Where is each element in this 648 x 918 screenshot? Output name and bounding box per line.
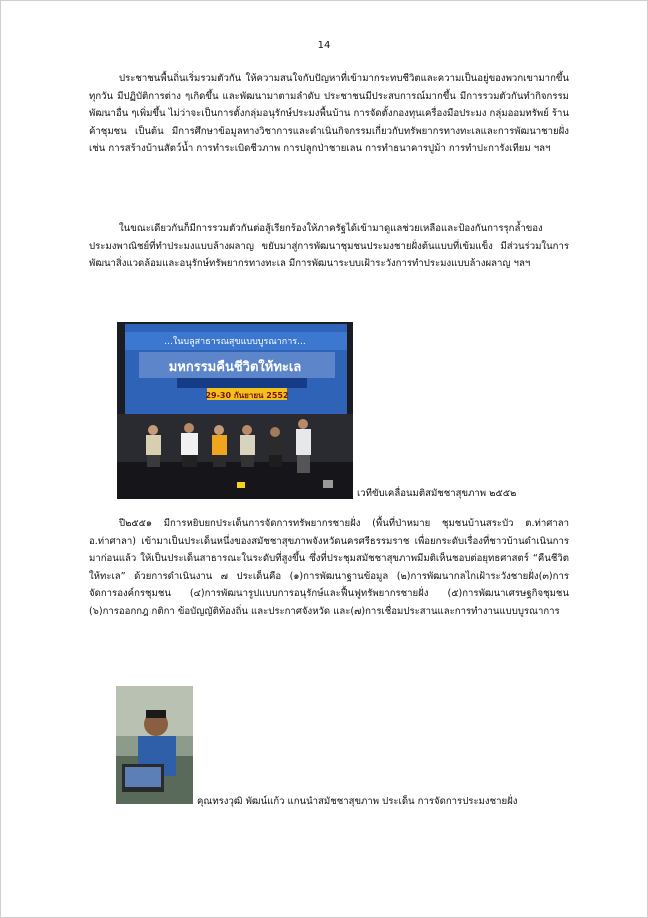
paragraph-1: ประชาชนพื้นถิ่นเริ่มรวมตัวกัน ให้ความสนใจกับปัญหาที่เข้ามากระทบชีวิตและความเป็นอยู่ของพวกเขามากขึ้นทุกวัน มีปฏิบัติการต่าง ๆเกิดขึ้น และพัฒนามาตามลำดับ ประชาชนมีประสบการณ์มากขึ้น มีการรวมตัวกันทำกิจกรรมพัฒนาอื่น ๆเพิ่มขึ้น ไม่ว่าจะเป็นการตั้งกลุ่มอนุรักษ์ประมงพื้นบ้าน การจัดตั้งกองทุนเครื่องมือประมง กลุ่มออมทรัพย์ ร้านค้าชุมชน เป็นต้น มีการศึกษาข้อมูลทางวิชาการและดำเนินกิจกรรมเกี่ยวกับทรัพยากรทางทะเลและการพัฒนาชายฝั่ง เช่น การสร้างบ้านสัตว์น้ำ การทำระเบิดชีวภาพ การปลูกป่าชายเลน การทำธนาคารปูม้า การทำปะการังเทียม ฯลฯ xyxy=(89,73,569,154)
banner-date: 29-30 กันยายน 2552 xyxy=(205,391,289,400)
banner-title: มหกรรมคืนชีวิตให้ทะเล xyxy=(168,360,302,375)
stage-scene-image xyxy=(117,322,353,499)
banner-line1: ...ในบลูสาธารณสุขแบบบูรณาการ... xyxy=(164,337,306,347)
photo2-caption: คุณทรงวุฒิ พัฒน์แก้ว แกนนำสมัชชาสุขภาพ ประเด็น การจัดการประมงชายฝั่ง xyxy=(197,796,518,807)
paragraph-3: ปี๒๕๕๑ มีการหยิบยกประเด็นการจัดการทรัพยากรชายฝั่ง (พื้นที่ป่าหมาย ชุมชนบ้านสระบัว ต.ท่าศาลา อ.ท่าศาลา) เข้ามาเป็นประเด็นหนึ่งของสมัชชาสุขภาพจังหวัดนครศรีธรรมราช เพื่อยกระดับเรื่องที่ชาวบ้านดำเนินการมาก่อนแล้ว ให้เป็นประเด็นสาธารณะในระดับที่สูงขึ้น ซึ่งที่ประชุมสมัชชาสุขภาพมีมติเห็นชอบต่อยุทธศาสตร์ “คืนชีวิตให้ทะเล” ด้วยการดำเนินงาน ๗ ประเด็นคือ (๑)การพัฒนาฐานข้อมูล (๒)การพัฒนากลไกเฝ้าระวังชายฝั่ง(๓)การจัดการองค์กรชุมชน (๔)การพัฒนารูปแบบการอนุรักษ์และฟื้นฟูทรัพยากรชายฝั่ง (๕)การพัฒนาเศรษฐกิจชุมชน (๖)การออกกฎ กติกา ข้อบัญญัติท้องถิ่น และประกาศจังหวัด และ(๗)การเชื่อมประสานและการทำงานแบบบูรณาการ xyxy=(89,518,569,617)
paragraph-2: ในขณะเดียวกันก็มีการรวมตัวกันต่อสู้เรียกร้องให้ภาครัฐได้เข้ามาดูแลช่วยเหลือและป้องกันการรุกล้ำของประมงพาณิชย์ที่ทำประมงแบบล้างผลาญ ขยับมาสู่การพัฒนาชุมชนประมงชายฝั่งต้นแบบที่เข้มแข็ง มีส่วนร่วมในการพัฒนาสิ่งแวดล้อมและอนุรักษ์ทรัพยากรทางทะเล มีการพัฒนาระบบเฝ้าระวังการทำประมงแบบล้างผลาญ ฯลฯ xyxy=(89,223,569,269)
portrait-image xyxy=(116,686,193,804)
portrait-photo xyxy=(116,686,193,804)
page-number: 14 xyxy=(317,40,331,51)
photo1-caption: เวทีขับเคลื่อนมติสมัชชาสุขภาพ ๒๕๕๒ xyxy=(357,488,517,499)
event-stage-photo xyxy=(117,322,353,499)
